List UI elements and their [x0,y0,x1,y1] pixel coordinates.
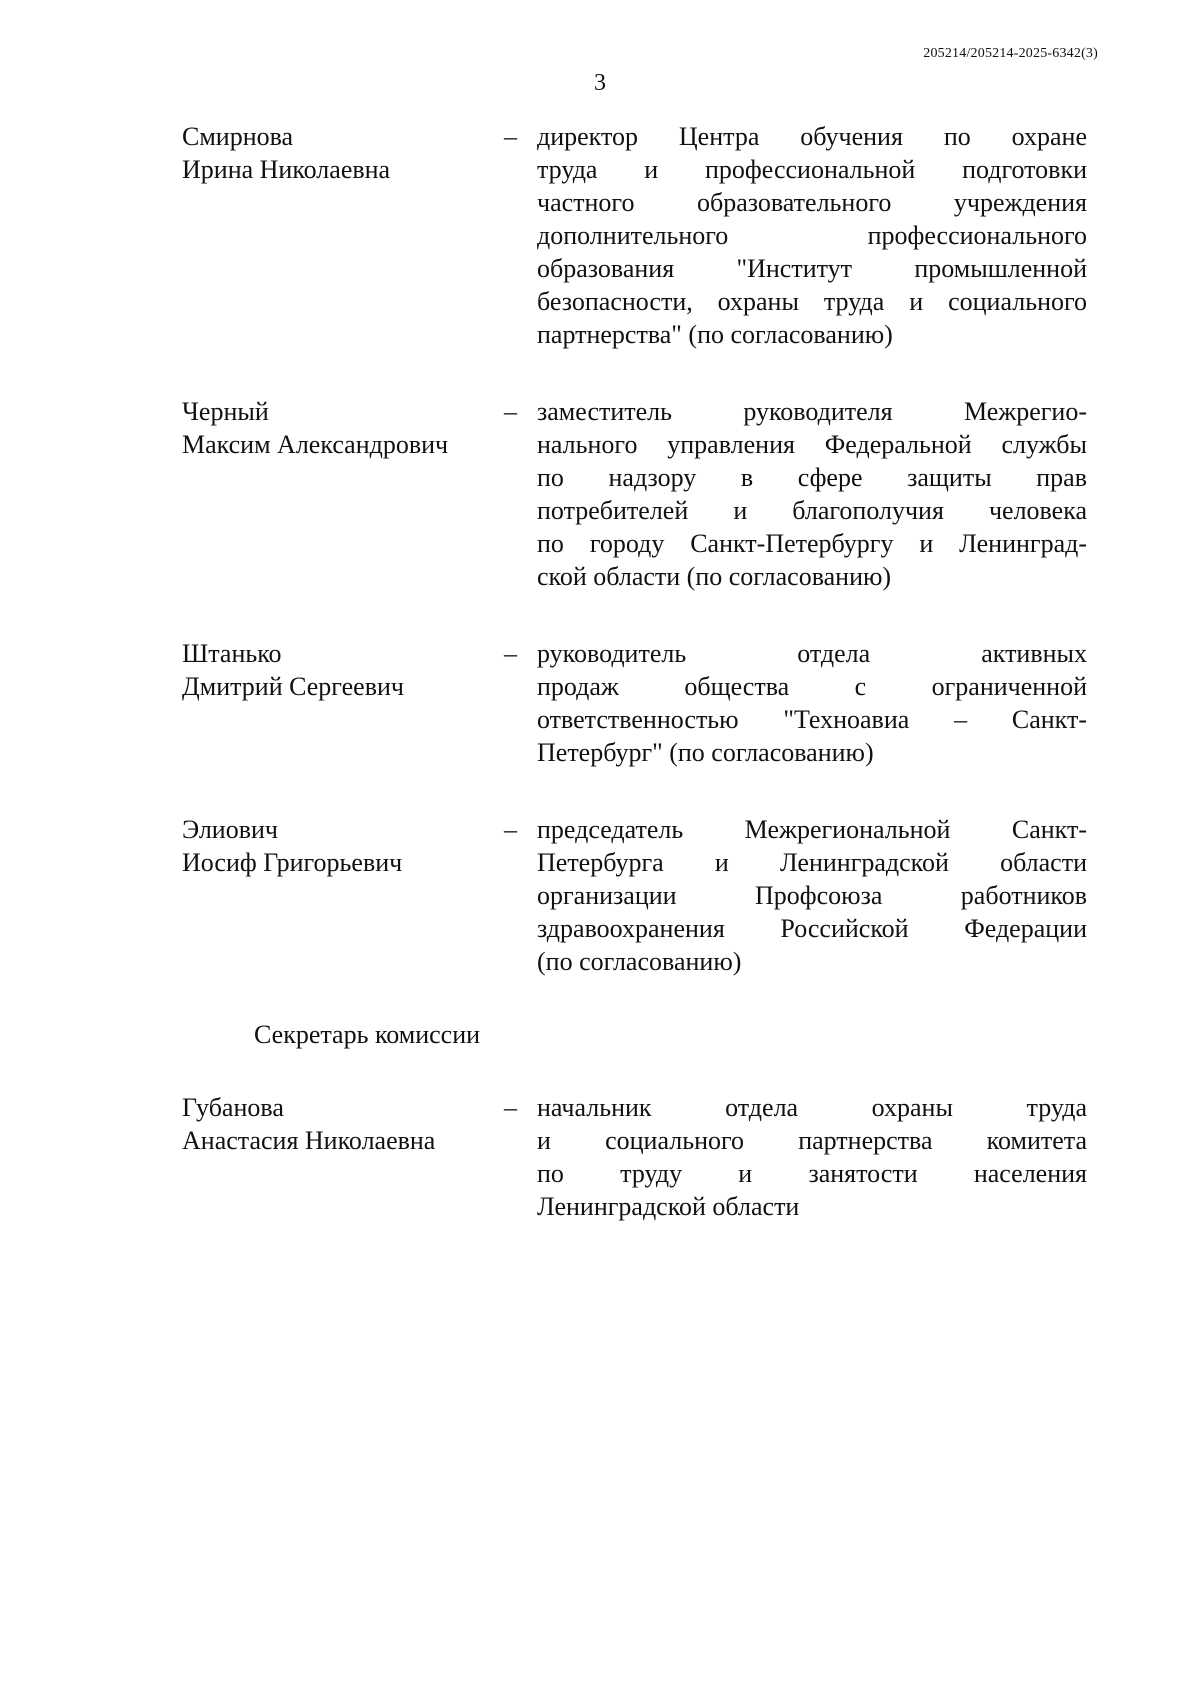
role-line: дополнительного профессионального [537,221,1087,250]
role-line: нального управления Федеральной службы [537,430,1087,459]
member-given-names: Ирина Николаевна [182,155,391,184]
role-line: здравоохранения Российской Федерации [537,914,1087,943]
role-line: (по согласованию) [537,947,742,976]
secretary-role [537,1091,1087,1223]
member-role [537,395,1087,593]
member-given-names: Максим Александрович [182,430,449,459]
role-line: партнерства" (по согласованию) [537,320,893,349]
page-number: 3 [594,70,606,96]
member-name [182,637,504,703]
member-surname: Элиович [182,815,278,844]
role-line: образования "Институт промышленной [537,254,1087,283]
secretary-name [182,1091,504,1157]
member-role [537,120,1087,351]
member-surname: Смирнова [182,122,294,151]
role-line: по труду и занятости населения [537,1159,1087,1188]
role-line: председатель Межрегиональной Санкт- [537,815,1087,844]
role-line: по надзору в сфере защиты прав [537,463,1087,492]
role-line: организации Профсоюза работников [537,881,1087,910]
role-line: продаж общества с ограниченной [537,672,1087,701]
role-line: и социального партнерства комитета [537,1126,1087,1155]
secretary-entry [182,1091,1087,1223]
member-role [537,813,1087,978]
member-entry [182,637,1087,769]
role-line: частного образовательного учреждения [537,188,1087,217]
role-line: труда и профессиональной подготовки [537,155,1087,184]
dash-separator: – [504,815,517,844]
member-name [182,120,504,186]
member-surname: Черный [182,397,269,426]
role-line: директор Центра обучения по охране [537,122,1087,151]
member-role [537,637,1087,769]
dash-separator: – [504,1093,517,1122]
member-given-names: Дмитрий Сергеевич [182,672,404,701]
document-id: 205214/205214-2025-6342(3) [923,46,1098,61]
role-line: ответственностью "Техноавиа – Санкт- [537,705,1087,734]
dash-separator: – [504,122,517,151]
dash-separator: – [504,397,517,426]
role-line: Петербург" (по согласованию) [537,738,874,767]
member-name [182,395,504,461]
member-surname: Штанько [182,639,282,668]
member-name [182,813,504,879]
member-entry [182,120,1087,351]
role-line: безопасности, охраны труда и социального [537,287,1087,316]
secretary-heading: Секретарь комиссии [254,1020,481,1049]
role-line: ской области (по согласованию) [537,562,892,591]
role-line: по городу Санкт-Петербургу и Ленинград- [537,529,1087,558]
role-line: Петербурга и Ленинградской области [537,848,1087,877]
role-line: руководитель отдела активных [537,639,1087,668]
secretary-surname: Губанова [182,1093,284,1122]
role-line: потребителей и благополучия человека [537,496,1087,525]
member-entry [182,813,1087,978]
member-given-names: Иосиф Григорьевич [182,848,403,877]
commission-member-list [182,120,1087,1267]
role-line: заместитель руководителя Межрегио- [537,397,1087,426]
member-entry [182,395,1087,593]
secretary-given-names: Анастасия Николаевна [182,1126,436,1155]
role-line: Ленинградской области [537,1192,800,1221]
role-line: начальник отдела охраны труда [537,1093,1087,1122]
dash-separator: – [504,639,517,668]
